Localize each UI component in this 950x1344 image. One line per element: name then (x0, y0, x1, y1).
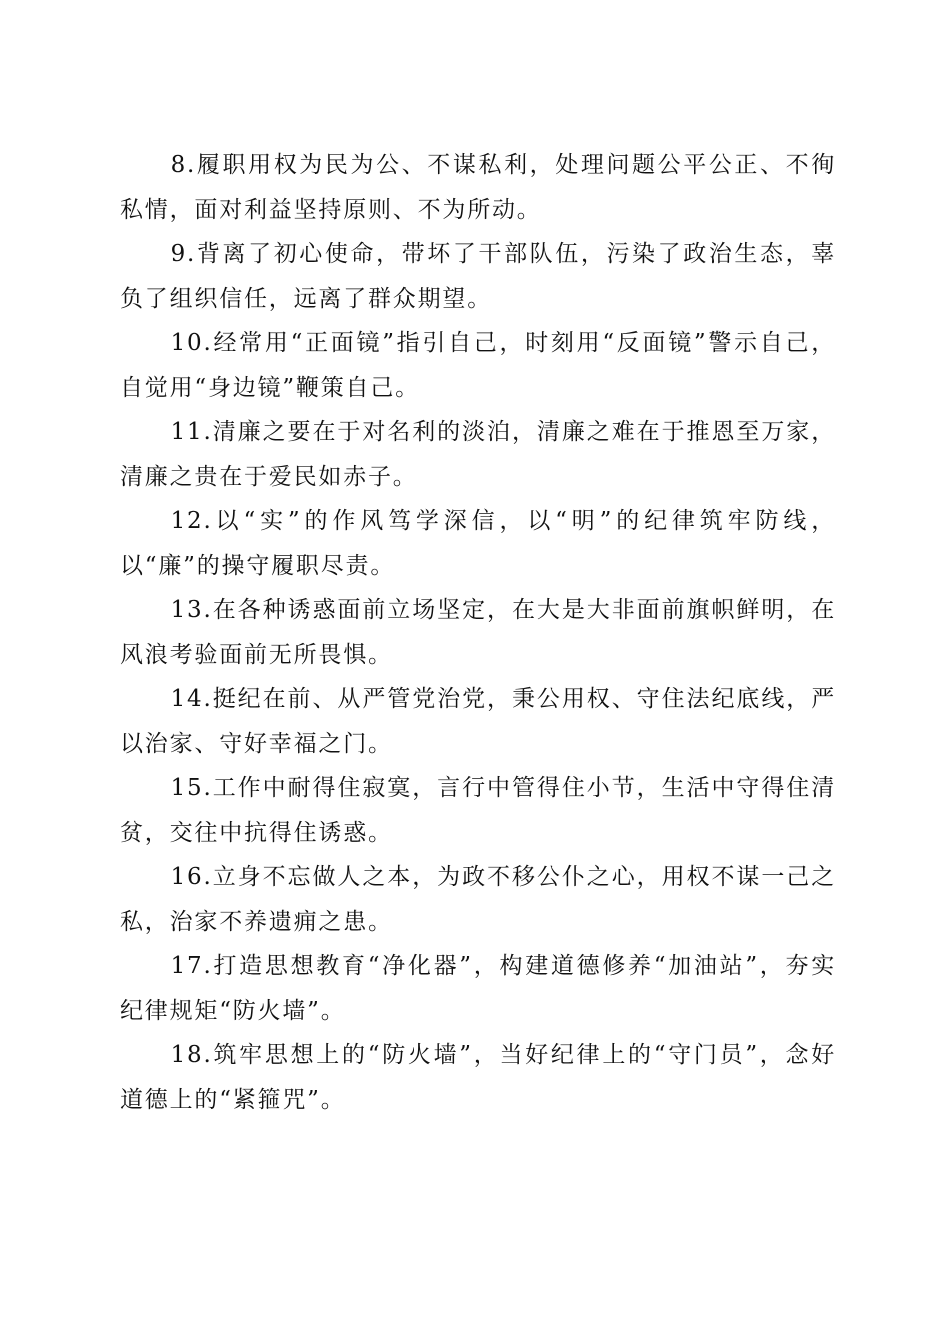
paragraph-8: 8.履职用权为民为公、不谋私利，处理问题公平公正、不徇私情，面对利益坚持原则、不为所动。 (120, 152, 836, 223)
paragraph-12: 12.以“实”的作风笃学深信，以“明”的纪律筑牢防线，以“廉”的操守履职尽责。 (120, 508, 836, 579)
paragraph-9: 9.背离了初心使命，带坏了干部队伍，污染了政治生态，辜负了组织信任，远离了群众期望。 (120, 241, 836, 312)
paragraph-13: 13.在各种诱惑面前立场坚定，在大是大非面前旗帜鲜明，在风浪考验面前无所畏惧。 (120, 597, 836, 668)
paragraph-14: 14.挺纪在前、从严管党治党，秉公用权、守住法纪底线，严以治家、守好幸福之门。 (120, 686, 836, 757)
paragraph-10: 10.经常用“正面镜”指引自己，时刻用“反面镜”警示自己，自觉用“身边镜”鞭策自己。 (120, 330, 836, 401)
paragraph-11: 11.清廉之要在于对名利的淡泊，清廉之难在于推恩至万家，清廉之贵在于爱民如赤子。 (120, 419, 836, 490)
document-body (120, 143, 836, 1122)
paragraph-15: 15.工作中耐得住寂寞，言行中管得住小节，生活中守得住清贫，交往中抗得住诱惑。 (120, 775, 836, 846)
paragraph-17: 17.打造思想教育“净化器”，构建道德修养“加油站”，夯实纪律规矩“防火墙”。 (120, 953, 836, 1024)
paragraph-16: 16.立身不忘做人之本，为政不移公仆之心，用权不谋一己之私，治家不养遗痈之患。 (120, 864, 836, 935)
paragraph-18: 18.筑牢思想上的“防火墙”，当好纪律上的“守门员”，念好道德上的“紧箍咒”。 (120, 1042, 836, 1113)
